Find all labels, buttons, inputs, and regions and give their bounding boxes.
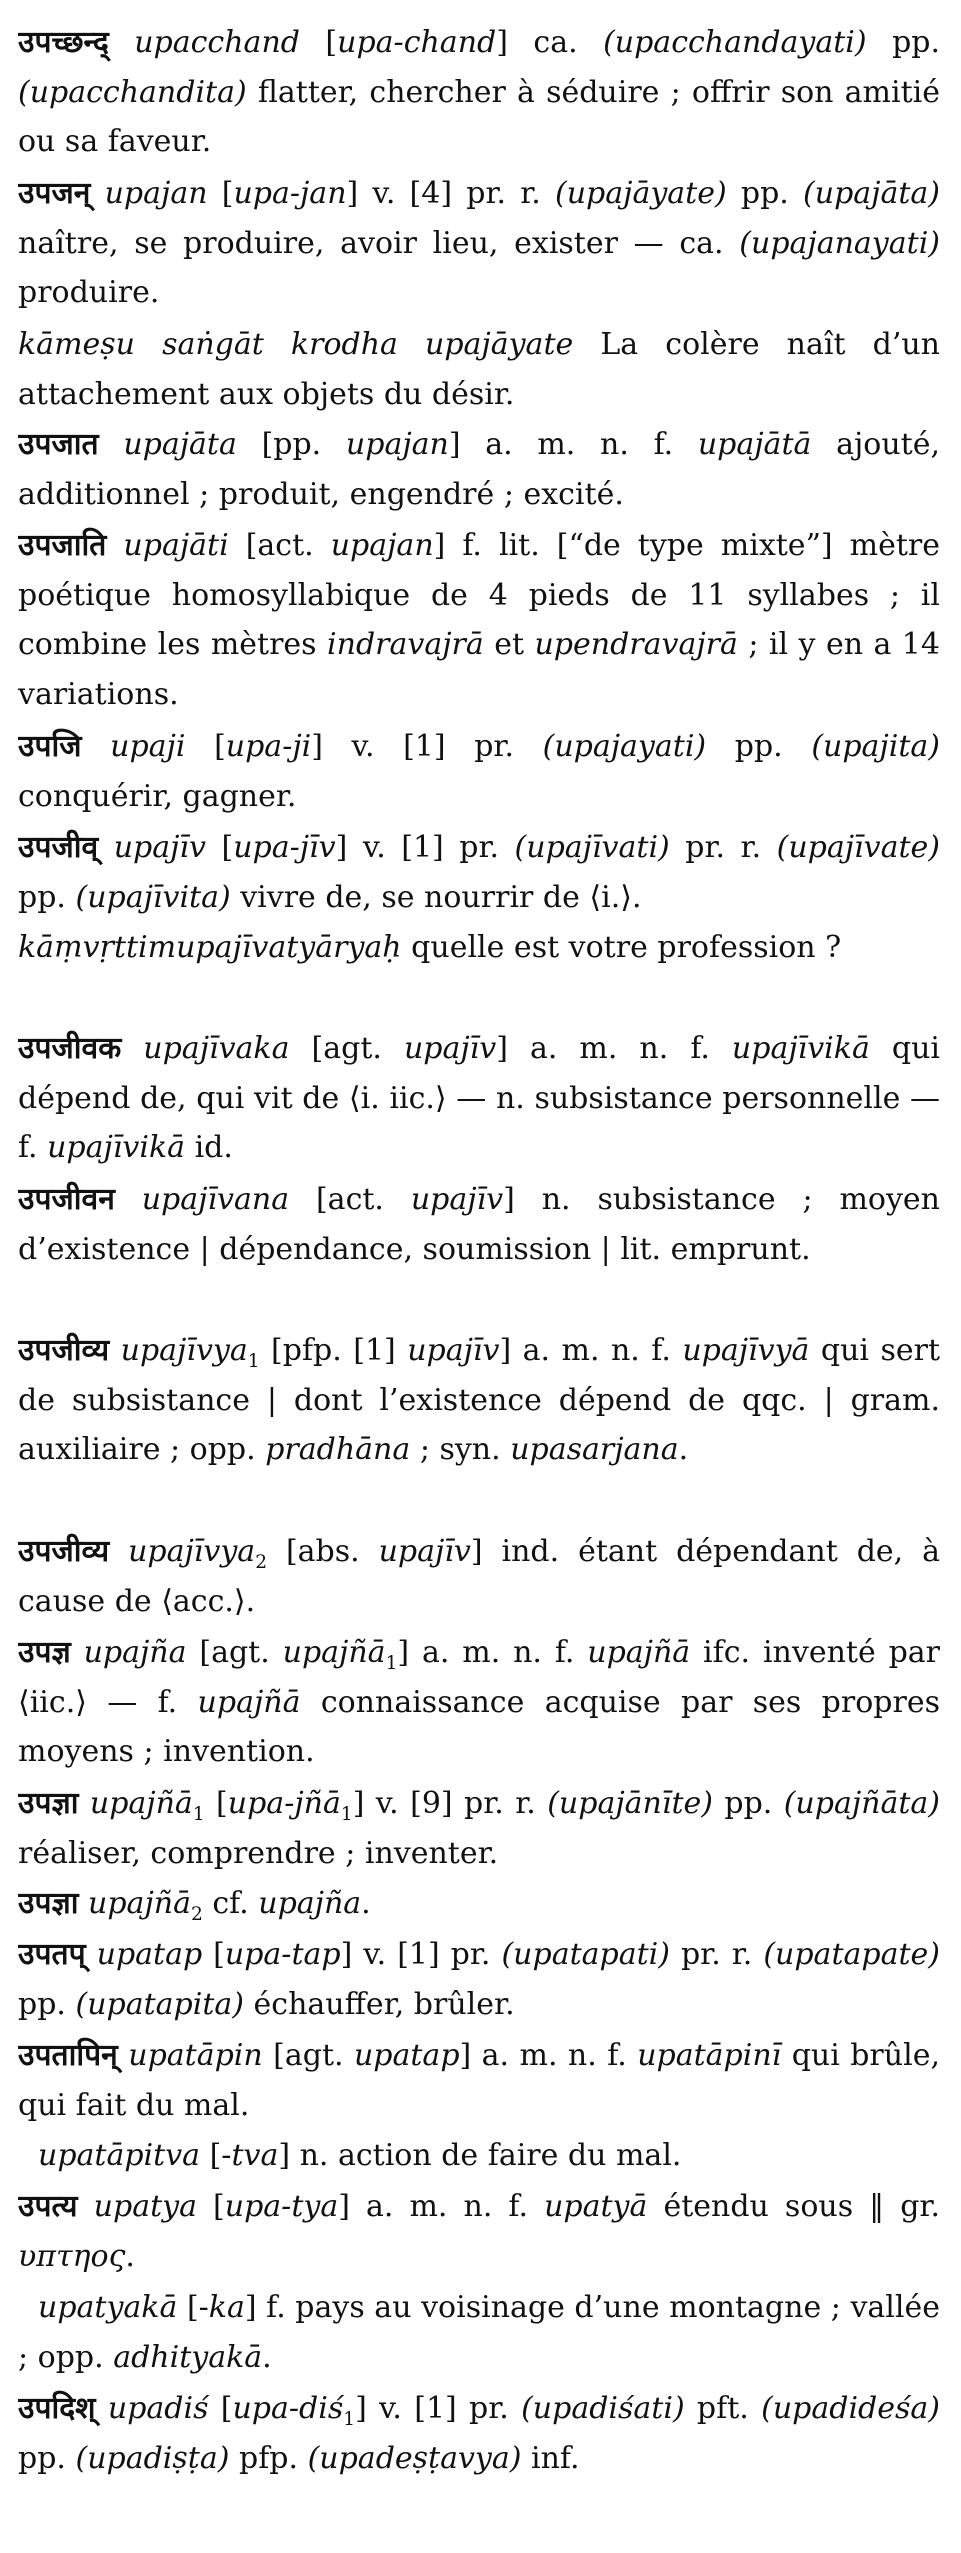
italic-text: upajīvikā [47,1130,186,1165]
italic-text: upajñā [88,1886,191,1921]
definition-text: id. [185,1130,233,1165]
definition-text: qui sert de subsistance | dont l’existence dépend de qqc. | gram. auxiliaire ; opp. [18,1333,940,1467]
italic-text: upaji [110,729,186,764]
italic-text: kāmeṣu saṅgāt krodha upajāyate [18,327,574,362]
entry-upajata [18,420,940,519]
definition-text: ifc. inventé par ⟨iic.⟩ — f. [18,1635,940,1720]
italic-text: (upadeṣṭavya) [307,2440,522,2476]
definition-text [90,176,104,211]
devanagari-headword: उपदिश् [18,2391,96,2426]
definition-text: vivre de, se nourrir de ⟨i.⟩. [230,879,642,915]
italic-text: upajīvyā [682,1333,810,1368]
definition-text [82,729,111,764]
italic-text: (upajāyate) [555,176,727,211]
italic-text: upatyakā [38,2290,178,2325]
definition-text: [agt. [289,1031,404,1066]
devanagari-headword: उपजीव्य [18,1333,110,1368]
italic-text: upatap [96,1937,203,1972]
italic-text: upa-jñā [227,1786,341,1821]
devanagari-headword: उपजि [18,729,82,764]
definition-text [78,2189,94,2224]
entry-upacchand [18,18,940,168]
entry-kamvrtti-example [18,923,940,1022]
italic-text: upa-tya [224,2189,339,2224]
italic-text: υπτηος [18,2238,126,2274]
definition-text: ; syn. [410,1432,511,1467]
definition-text: ] v. [1] pr. [335,830,515,865]
definition-text: échauffer, brûler. [244,1986,515,2022]
definition-text [118,2038,128,2073]
definition-text: et [483,627,535,662]
devanagari-headword: उपत्य [18,2189,78,2224]
italic-text: (upajīvati) [514,830,670,865]
definition-text: [ [299,25,338,60]
italic-text: upajīv [113,830,206,865]
subscript-number: 1 [340,1804,353,1825]
definition-text: ] n. subsistance ; moyen d’existence | dépendance, soumission | lit. emprunt. [18,1182,940,1267]
entry-upatapin [18,2031,940,2130]
definition-text: pp. [726,176,804,211]
italic-text: (upacchandita) [18,74,247,110]
definition-text [121,1031,143,1066]
subscript-number: 1 [192,1804,205,1825]
italic-text: upajīv [403,1031,497,1066]
italic-text: (upadideśa) [761,2391,940,2426]
definition-text [109,1534,128,1569]
italic-text: (upacchandayati) [603,25,867,60]
italic-text: (upatapita) [75,1986,244,2022]
italic-text: upajīvikā [731,1031,870,1066]
entry-upatya [18,2182,940,2281]
definition-text [99,427,124,462]
italic-text: upajīvana [141,1182,290,1217]
entry-upajna-2 [18,1879,940,1928]
definition-text [86,1937,97,1972]
definition-text: ] v. [4] pr. r. [346,176,556,211]
italic-text: upa-diś [232,2391,344,2426]
italic-text: upajñā [587,1635,691,1670]
definition-text: ] a. m. n. f. [338,2189,545,2224]
italic-text: upendravajrā [534,627,738,662]
entry-upatap [18,1930,940,2029]
definition-text: . [361,1886,371,1921]
definition-text: pp. [712,1786,784,1821]
devanagari-headword: उपज्ञा [18,1786,79,1821]
italic-text: upadiś [107,2391,209,2426]
definition-text: . [125,2238,135,2274]
entry-upaji [18,722,940,821]
definition-text [106,528,123,563]
italic-text: upajñā [89,1786,193,1821]
definition-text [71,1635,84,1670]
italic-text: (upajanayati) [739,225,940,261]
definition-text: [pp. [236,427,346,462]
entry-upajivya-2 [18,1527,940,1626]
definition-text: ] a. m. n. f. [459,2038,638,2073]
definition-text: ] ca. [496,25,604,60]
italic-text: upajīvya [128,1534,256,1569]
definition-text: ] v. [1] pr. [355,2391,522,2426]
italic-text: (upajayati) [542,729,707,764]
entry-upajivaka [18,1024,940,1173]
italic-text: upajāti [123,528,229,563]
italic-text: pradhāna [265,1432,411,1467]
italic-text: upajña [83,1635,187,1670]
definition-text [96,2391,108,2426]
definition-text: [- [177,2290,209,2325]
italic-text: upajan [345,427,449,462]
definition-text: cf. [202,1886,259,1921]
definition-text: conquérir, gagner. [18,778,297,814]
italic-text: upa-chand [337,25,497,60]
italic-text: upatyā [544,2189,648,2224]
entry-upadis [18,2384,940,2483]
definition-text: ] a. m. n. f. [448,427,698,462]
italic-text: upajīvya [120,1333,248,1368]
italic-text: upajīvaka [143,1031,290,1066]
definition-text: [- [200,2138,232,2173]
entry-upatapitva [18,2131,940,2180]
definition-text: La colère naît d’un attachement aux objets du désir. [18,327,940,412]
definition-text: [ [205,830,234,865]
devanagari-headword: उपजीवक [18,1031,122,1066]
definition-text: pfp. [229,2440,308,2476]
italic-text: kāṃvṛttimupajīvatyāryaḥ [18,930,402,965]
entry-kamesu-example [18,320,940,419]
definition-text: produire. [18,275,160,310]
definition-text: [act. [228,528,331,563]
definition-text: étendu sous ‖ gr. [647,2189,940,2224]
italic-text: upa-ji [225,729,312,764]
definition-text: flatter, chercher à séduire ; offrir son amitié ou sa faveur. [18,74,940,159]
definition-text: [ [196,2189,225,2224]
devanagari-headword: उपजीवन [18,1182,115,1217]
italic-text: upa-tap [224,1937,341,1972]
definition-text: pp. [18,879,76,915]
subscript-number: 2 [255,1552,268,1573]
definition-text: ] a. m. n. f. [499,1333,683,1368]
definition-text [98,830,114,865]
entry-upajati [18,521,940,720]
definition-text: qui brûle, qui fait du mal. [18,2038,940,2123]
definition-text: inf. [521,2440,580,2476]
entry-upajivya-1 [18,1326,940,1525]
definition-text: . [678,1432,689,1467]
italic-text: (upajānīte) [547,1786,713,1821]
devanagari-headword: उपजात [18,427,99,462]
italic-text: upajña [258,1886,362,1921]
definition-text: ] v. [9] pr. r. [352,1786,548,1821]
italic-text: upajīv [407,1333,500,1368]
italic-text: (upajīvate) [776,830,940,865]
definition-text [109,25,134,60]
devanagari-headword: उपजीव् [18,830,99,865]
definition-text: ] a. m. n. f. [496,1031,732,1066]
italic-text: ka [208,2290,245,2325]
definition-text: [ [185,729,226,764]
definition-text: ] f. lit. [“de type mixte”] mètre poétique homosyllabique de 4 pieds de 11 syllabes ; il combine les mètres [18,528,940,662]
definition-text: [abs. [267,1534,379,1569]
italic-text: (upajāta) [803,176,940,211]
italic-text: upajāta [123,427,237,462]
devanagari-headword: उपजाति [18,528,107,563]
definition-text: [ [202,1937,225,1972]
definition-text [109,1333,120,1368]
italic-text: (upatapati) [501,1937,670,1972]
subscript-number: 2 [190,1904,203,1925]
definition-text: [act. [289,1182,411,1217]
devanagari-headword: उपच्छन्द् [18,25,109,60]
definition-text: ] ind. étant dépendant de, à cause de ⟨acc.⟩. [18,1534,940,1619]
entry-upajan [18,169,940,318]
definition-text: pp. [18,2440,76,2476]
definition-text: pft. [684,2391,762,2426]
italic-text: upajīv [378,1534,471,1569]
definition-text [115,1182,142,1217]
italic-text: upajan [330,528,434,563]
italic-text: upatāpin [128,2038,263,2073]
subscript-number: 1 [343,2409,356,2430]
italic-text: (upajita) [811,729,940,764]
definition-text: ] n. action de faire du mal. [278,2138,682,2173]
definition-text: pp. [866,25,940,60]
definition-text: qui dépend de, qui vit de ⟨i. iic.⟩ — n. subsistance personnelle — f. [18,1031,940,1165]
italic-text: (upajīvita) [75,879,231,915]
definition-text: [agt. [186,1635,283,1670]
italic-text: upasarjana [510,1432,679,1467]
entry-upajna-1 [18,1779,940,1878]
definition-text: [pfp. [1] [259,1333,408,1368]
italic-text: upatya [93,2189,197,2224]
definition-text: pr. r. [669,830,777,865]
entry-upajna [18,1628,940,1777]
definition-text [78,1786,89,1821]
definition-text: ajouté, additionnel ; produit, engendré ; excité. [18,427,940,512]
definition-text: [ [204,1786,228,1821]
entry-upajiv [18,823,940,922]
italic-text: upatāpitva [38,2138,201,2173]
definition-text: ] v. [1] pr. [311,729,543,764]
definition-text: ] v. [1] pr. [340,1937,502,1972]
definition-text: réaliser, comprendre ; inventer. [18,1835,499,1871]
italic-text: upatap [353,2038,460,2073]
subscript-number: 1 [247,1351,260,1372]
definition-text [78,1886,88,1921]
definition-text: ] a. m. n. f. [397,1635,588,1670]
devanagari-headword: उपतापिन् [18,2038,118,2073]
italic-text: upajñā [197,1684,301,1720]
devanagari-headword: उपतप् [18,1937,86,1972]
definition-text: connaissance acquise par ses propres moyens ; invention. [18,1684,940,1769]
definition-text: pp. [706,729,812,764]
italic-text: (upadiṣṭa) [75,2440,230,2476]
italic-text: tva [231,2138,279,2173]
definition-text: pp. [18,1986,76,2022]
subscript-number: 1 [385,1653,398,1674]
entry-upajivana [18,1175,940,1324]
definition-text: quelle est votre profession ? [401,930,842,965]
italic-text: upatāpinī [637,2038,782,2073]
definition-text: . [262,2339,272,2375]
devanagari-headword: उपज्ञा [18,1886,79,1921]
italic-text: (upajñāta) [783,1786,940,1821]
definition-text: naître, se produire, avoir lieu, exister — ca. [18,225,740,261]
italic-text: upacchand [134,25,300,60]
definition-text: [ [207,176,234,211]
italic-text: upa-jīv [233,830,336,865]
italic-text: upa-jan [233,176,347,211]
italic-text: upajīv [410,1182,504,1217]
definition-text: [ [208,2391,233,2426]
devanagari-headword: उपज्ञ [18,1635,71,1670]
definition-text: ] f. pays au voisinage d’une montagne ; vallée ; opp. [18,2290,940,2375]
italic-text: upajñā [282,1635,386,1670]
italic-text: upajan [104,176,208,211]
devanagari-headword: उपजन् [18,176,91,211]
definition-text: pr. r. [669,1937,764,1972]
italic-text: indravajrā [327,627,484,662]
italic-text: adhityakā [113,2339,263,2375]
italic-text: (upadiśati) [521,2391,685,2426]
definition-text: [agt. [262,2038,354,2073]
italic-text: upajātā [697,427,812,462]
definition-text: ; il y en a 14 variations. [18,627,940,712]
devanagari-headword: उपजीव्य [18,1534,110,1569]
italic-text: (upatapate) [763,1937,940,1972]
entry-upatyaka [18,2283,940,2382]
